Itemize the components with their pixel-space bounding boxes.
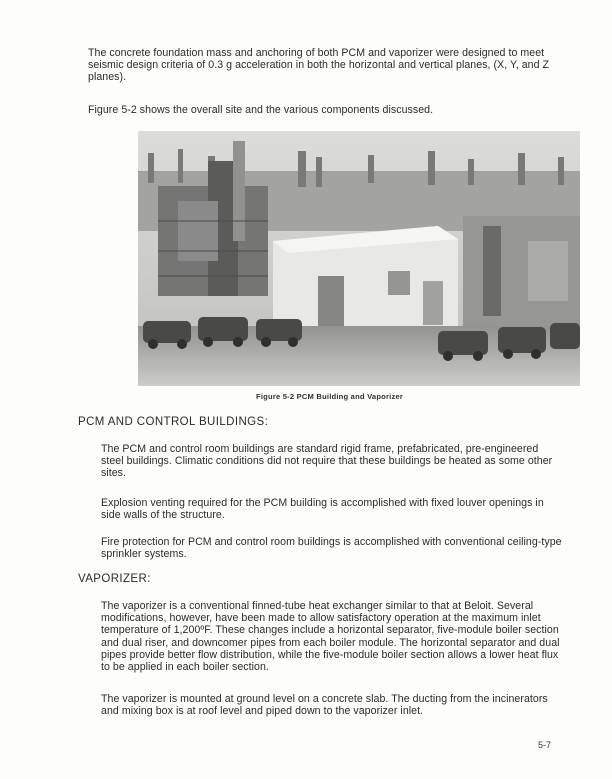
vaporizer-paragraph-2: The vaporizer is mounted at ground level on a concrete slab. The ducting from the incinerators and mixing box is at roof level and piped down to the vaporizer inlet. (101, 693, 548, 718)
intro-paragraph: The concrete foundation mass and anchoring of both PCM and vaporizer were designed to meet seismic design criteria of 0.3 g acceleration in both the horizontal and vertical planes, (X, Y, and Z planes). (88, 47, 550, 84)
pcm-section-heading: PCM AND CONTROL BUILDINGS: (78, 416, 269, 428)
figure-caption: Figure 5-2 PCM Building and Vaporizer (256, 392, 404, 401)
pcm-paragraph-2: Explosion venting required for the PCM building is accomplished with fixed louver openings in side walls of the structure. (101, 497, 544, 522)
pcm-paragraph-3: Fire protection for PCM and control room buildings is accomplished with conventional ceiling-type sprinkler systems. (101, 536, 562, 561)
pcm-building-vaporizer-photo (138, 131, 580, 386)
figure-reference-paragraph: Figure 5-2 shows the overall site and the various components discussed. (88, 104, 434, 116)
vaporizer-section-heading: VAPORIZER: (78, 573, 151, 585)
page-number: 5-7 (538, 740, 552, 750)
vaporizer-paragraph-1: The vaporizer is a conventional finned-tube heat exchanger similar to that at Beloit. Several modifications, however, have been made to allow satisfactory operation at the maximum inlet temperature of 1,200ºF. These changes include a horizontal separator, five-module boiler section and dual riser, and downcomer pipes from each boiler module. The horizontal separator and dual pipes provide better flow distribution, while the five-module boiler section allows a lower heat flux to be applied in each boiler section. (101, 600, 560, 674)
pcm-paragraph-1: The PCM and control room buildings are standard rigid frame, prefabricated, pre-engineered steel buildings. Climatic conditions did not require that these buildings be heated as some other sites. (101, 443, 553, 480)
site-photograph (138, 131, 580, 386)
